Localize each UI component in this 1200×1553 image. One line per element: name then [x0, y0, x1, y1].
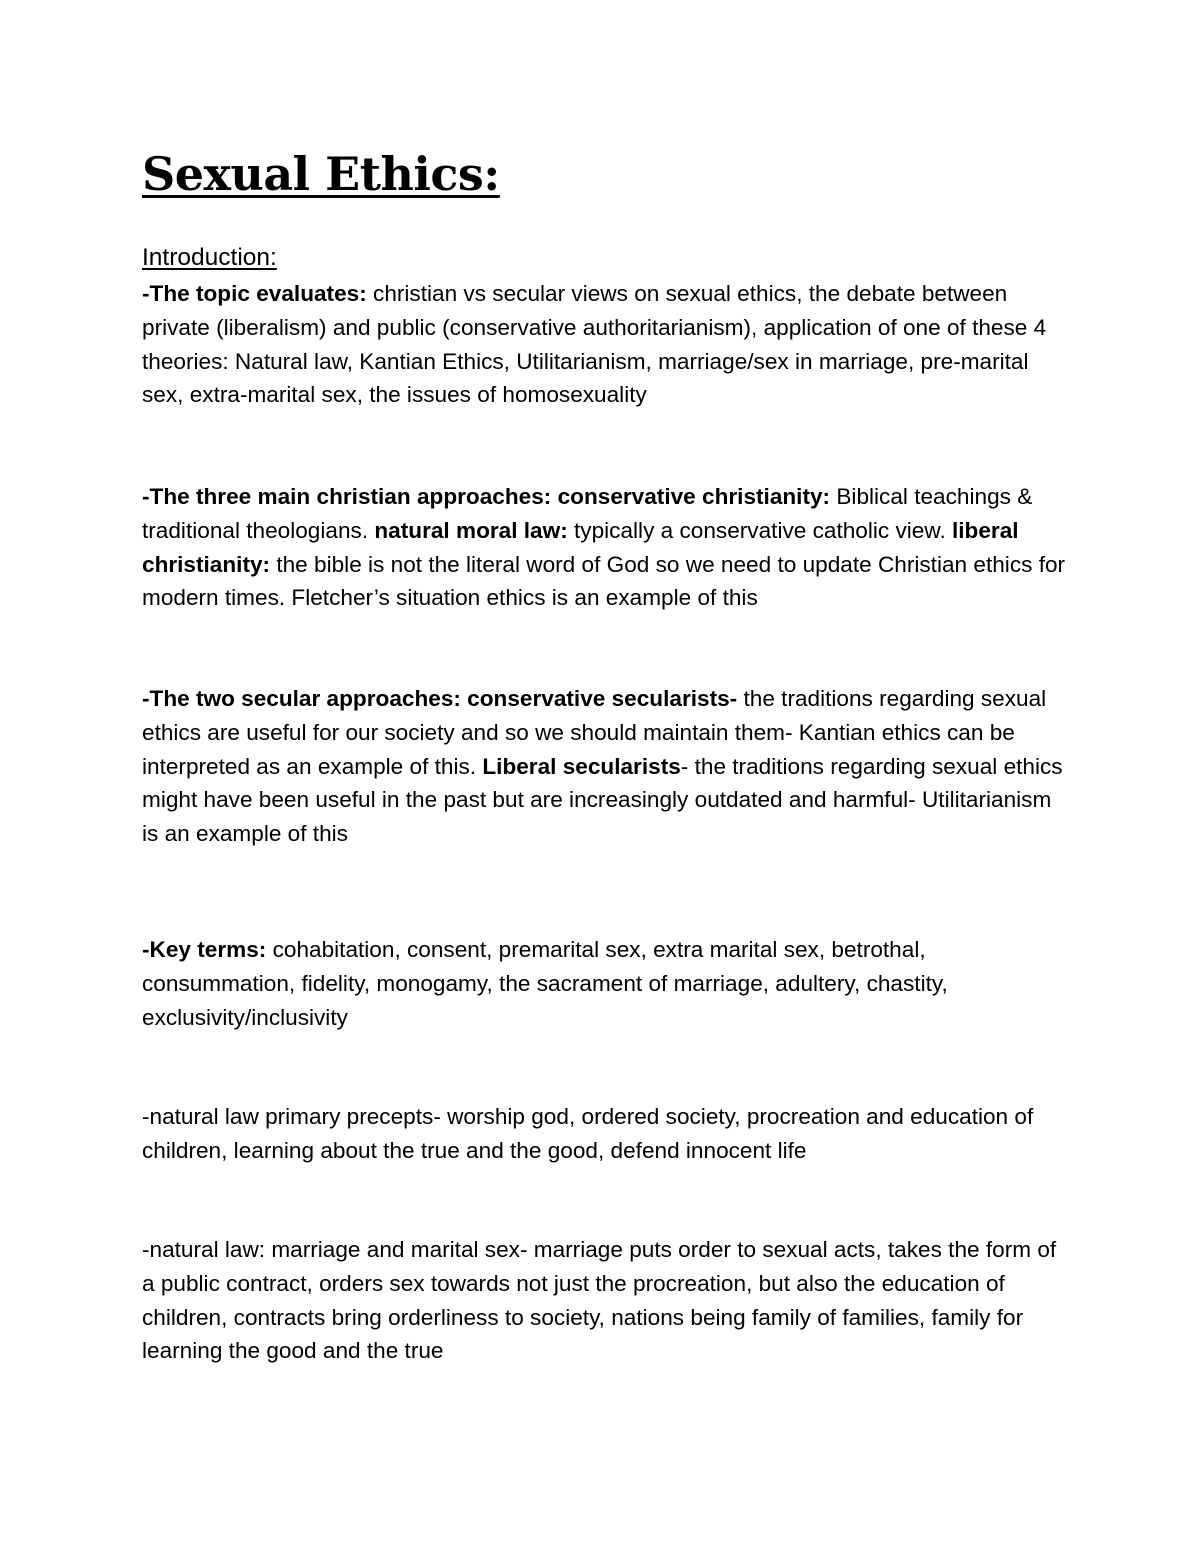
paragraph-lead: -The three main christian approaches: conservative christianity:	[142, 484, 831, 509]
paragraph-lead: -The two secular approaches: conservative secularists-	[142, 686, 738, 711]
paragraph-text: the bible is not the literal word of God so we need to update Christian ethics for modern times. Fletcher’s situation ethics is an example of this	[142, 551, 1066, 611]
paragraph-text: christian vs secular views on sexual ethics, the debate between private (liberalism) and public (conservative authoritarianism), application of one of these 4 theories: Natural law, Kantian Ethics, Utilitarianism, marriage/sex in marriage, pre-marital sex, extra-marital sex, the issues of homosexuality	[142, 281, 1047, 408]
paragraph-text: cohabitation, consent, premarital sex, extra marital sex, betrothal, consummation, fidelity, monogamy, the sacrament of marriage, adultery, chastity, exclusivity/inclusivity	[142, 937, 948, 1030]
term-natural-moral-law: natural moral law:	[374, 517, 568, 543]
paragraph-text: typically a conservative catholic view.	[567, 517, 952, 543]
document-title: Sexual Ethics:	[142, 147, 500, 201]
term-liberal-secularists: Liberal secularists	[482, 753, 681, 779]
introduction-heading: Introduction:	[142, 244, 277, 271]
paragraph-text: the traditions regarding sexual ethics are useful for our society and so we should maintain them- Kantian ethics can be interpreted as an example of this.	[142, 686, 1047, 779]
paragraph-natural-law-marriage: -natural law: marriage and marital sex- marriage puts order to sexual acts, takes the form of a public contract, orders sex towards not just the procreation, but also the education of children, contracts bring orderliness to society, nations being family of families, family for learning the good and the true	[142, 1237, 1057, 1364]
paragraph-text: Biblical teachings & traditional theologians.	[142, 484, 1033, 543]
paragraph-lead: -Key terms:	[142, 937, 267, 962]
paragraph-lead: -The topic evaluates:	[142, 281, 367, 306]
paragraph-topic-evaluates	[142, 277, 1072, 412]
paragraph-christian-approaches	[142, 480, 1072, 615]
paragraph-text: - the traditions regarding sexual ethics might have been useful in the past but are increasingly outdated and harmful- Utilitarianism is an example of this	[142, 753, 1063, 847]
term-liberal-christianity: liberal christianity:	[142, 517, 1019, 577]
paragraph-key-terms	[142, 933, 1072, 1034]
paragraph-secular-approaches	[142, 682, 1072, 851]
paragraph-natural-law-precepts: -natural law primary precepts- worship god, ordered society, procreation and education of children, learning about the true and the good, defend innocent life	[142, 1104, 1034, 1163]
